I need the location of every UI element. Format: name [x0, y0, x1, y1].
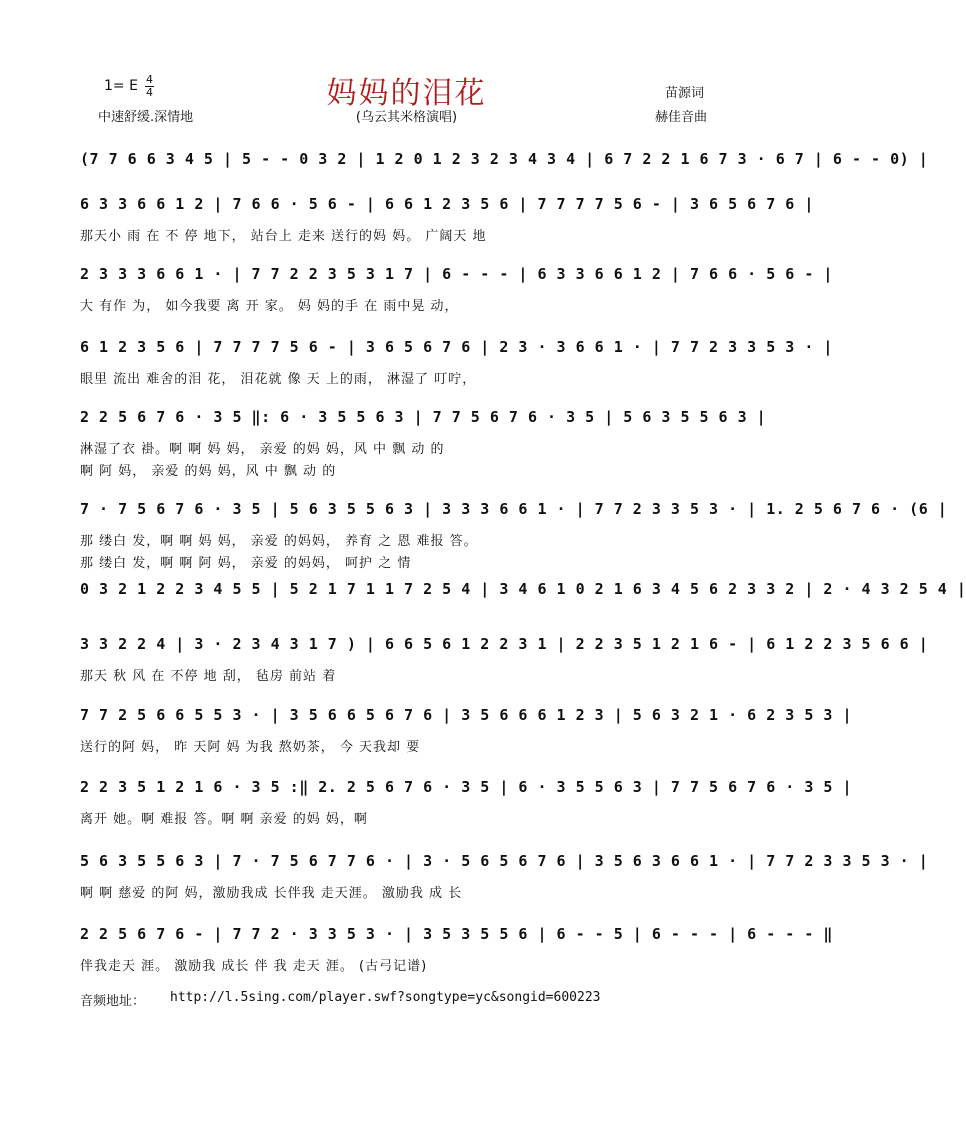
- score-line: 7 · 7 5 6 7 6 · 3 5 | 5 6 3 5 5 6 3 | 3 3 3 6 6 1 · | 7 7 2 3 3 5 3 · | 1. 2 5 6 7 6 · (6 |: [80, 500, 948, 518]
- lyric-line: 那 缕白 发，啊 啊 阿 妈， 亲爱 的妈妈， 呵护 之 情: [80, 556, 412, 571]
- audio-url[interactable]: http://l.5sing.com/player.swf?songtype=yc&songid=600223: [170, 990, 601, 1005]
- audio-label: 音频地址：: [80, 994, 146, 1009]
- time-signature-bottom: 4: [146, 86, 153, 99]
- lyric-line: 那天 秋 风 在 不停 地 刮， 毡房 前站 着: [80, 669, 337, 684]
- score-line: 6 1 2 3 5 6 | 7 7 7 7 5 6 - | 3 6 5 6 7 6 | 2 3 · 3 6 6 1 · | 7 7 2 3 3 5 3 · |: [80, 338, 833, 356]
- lyric-line: 啊 啊 慈爱 的阿 妈，激励我成 长伴我 走天涯。 激励我 成 长: [80, 886, 463, 901]
- lyric-line: 离开 她。啊 难报 答。啊 啊 亲爱 的妈 妈，啊: [80, 812, 368, 827]
- time-signature-top: 4: [146, 73, 153, 86]
- score-line: 2 2 5 6 7 6 · 3 5 ‖: 6 · 3 5 5 6 3 | 7 7 5 6 7 6 · 3 5 | 5 6 3 5 5 6 3 |: [80, 408, 767, 426]
- lyric-line: 啊 阿 妈， 亲爱 的妈 妈，风 中 飘 动 的: [80, 464, 337, 479]
- score-line: (7 7 6 6 3 4 5 | 5 - - 0 3 2 | 1 2 0 1 2 3 2 3 4 3 4 | 6 7 2 2 1 6 7 3 · 6 7 | 6 - - 0) |: [80, 150, 929, 168]
- time-signature: [145, 74, 154, 99]
- lyric-line: 眼里 流出 难舍的泪 花， 泪花就 像 天 上的雨， 淋湿了 叮咛，: [80, 372, 477, 387]
- lyric-line: 那 缕白 发，啊 啊 妈 妈， 亲爱 的妈妈， 养育 之 恩 难报 答。: [80, 534, 478, 549]
- lyric-line: 大 有作 为， 如今我要 离 开 家。 妈 妈的手 在 雨中晃 动，: [80, 299, 459, 314]
- score-line: 6 3 3 6 6 1 2 | 7 6 6 · 5 6 - | 6 6 1 2 3 5 6 | 7 7 7 7 5 6 - | 3 6 5 6 7 6 |: [80, 195, 814, 213]
- key-signature: 1= E: [104, 78, 138, 94]
- lyric-line: 送行的阿 妈， 昨 天阿 妈 为我 熬奶茶， 今 天我却 要: [80, 740, 421, 755]
- composer-credit: 赫佳音曲: [655, 110, 708, 125]
- tempo-marking: 中速舒缓.深情地: [98, 110, 194, 125]
- lyricist-credit: 苗源词: [665, 86, 705, 101]
- score-line: 5 6 3 5 5 6 3 | 7 · 7 5 6 7 7 6 · | 3 · 5 6 5 6 7 6 | 3 5 6 3 6 6 1 · | 7 7 2 3 3 5 3 · |: [80, 852, 929, 870]
- score-line: 2 2 3 5 1 2 1 6 · 3 5 :‖ 2. 2 5 6 7 6 · 3 5 | 6 · 3 5 5 6 3 | 7 7 5 6 7 6 · 3 5 |: [80, 778, 852, 796]
- song-title: 妈妈的泪花: [326, 76, 487, 111]
- score-line: 2 2 5 6 7 6 - | 7 7 2 · 3 3 5 3 · | 3 5 3 5 5 6 | 6 - - 5 | 6 - - - | 6 - - - ‖: [80, 925, 833, 943]
- lyric-line: 伴我走天 涯。 激励我 成长 伴 我 走天 涯。 (古弓记谱): [80, 959, 428, 974]
- score-line: 7 7 2 5 6 6 5 5 3 · | 3 5 6 6 5 6 7 6 | 3 5 6 6 6 1 2 3 | 5 6 3 2 1 · 6 2 3 5 3 |: [80, 706, 852, 724]
- performer-subtitle: (乌云其米格演唱): [355, 110, 458, 125]
- score-line: 2 3 3 3 6 6 1 · | 7 7 2 2 3 5 3 1 7 | 6 - - - | 6 3 3 6 6 1 2 | 7 6 6 · 5 6 - |: [80, 265, 833, 283]
- score-line: 0 3 2 1 2 2 3 4 5 5 | 5 2 1 7 1 1 7 2 5 4 | 3 4 6 1 0 2 1 6 3 4 5 6 2 3 3 2 | 2 · 4 3 2 5 4 |: [80, 580, 966, 598]
- score-line: 3 3 2 2 4 | 3 · 2 3 4 3 1 7 ) | 6 6 5 6 1 2 2 3 1 | 2 2 3 5 1 2 1 6 - | 6 1 2 2 3 5 6 6 |: [80, 635, 929, 653]
- lyric-line: 那天小 雨 在 不 停 地下， 站台上 走来 送行的妈 妈。 广阔天 地: [80, 229, 487, 244]
- lyric-line: 淋湿了衣 褂。啊 啊 妈 妈， 亲爱 的妈 妈，风 中 飘 动 的: [80, 442, 445, 457]
